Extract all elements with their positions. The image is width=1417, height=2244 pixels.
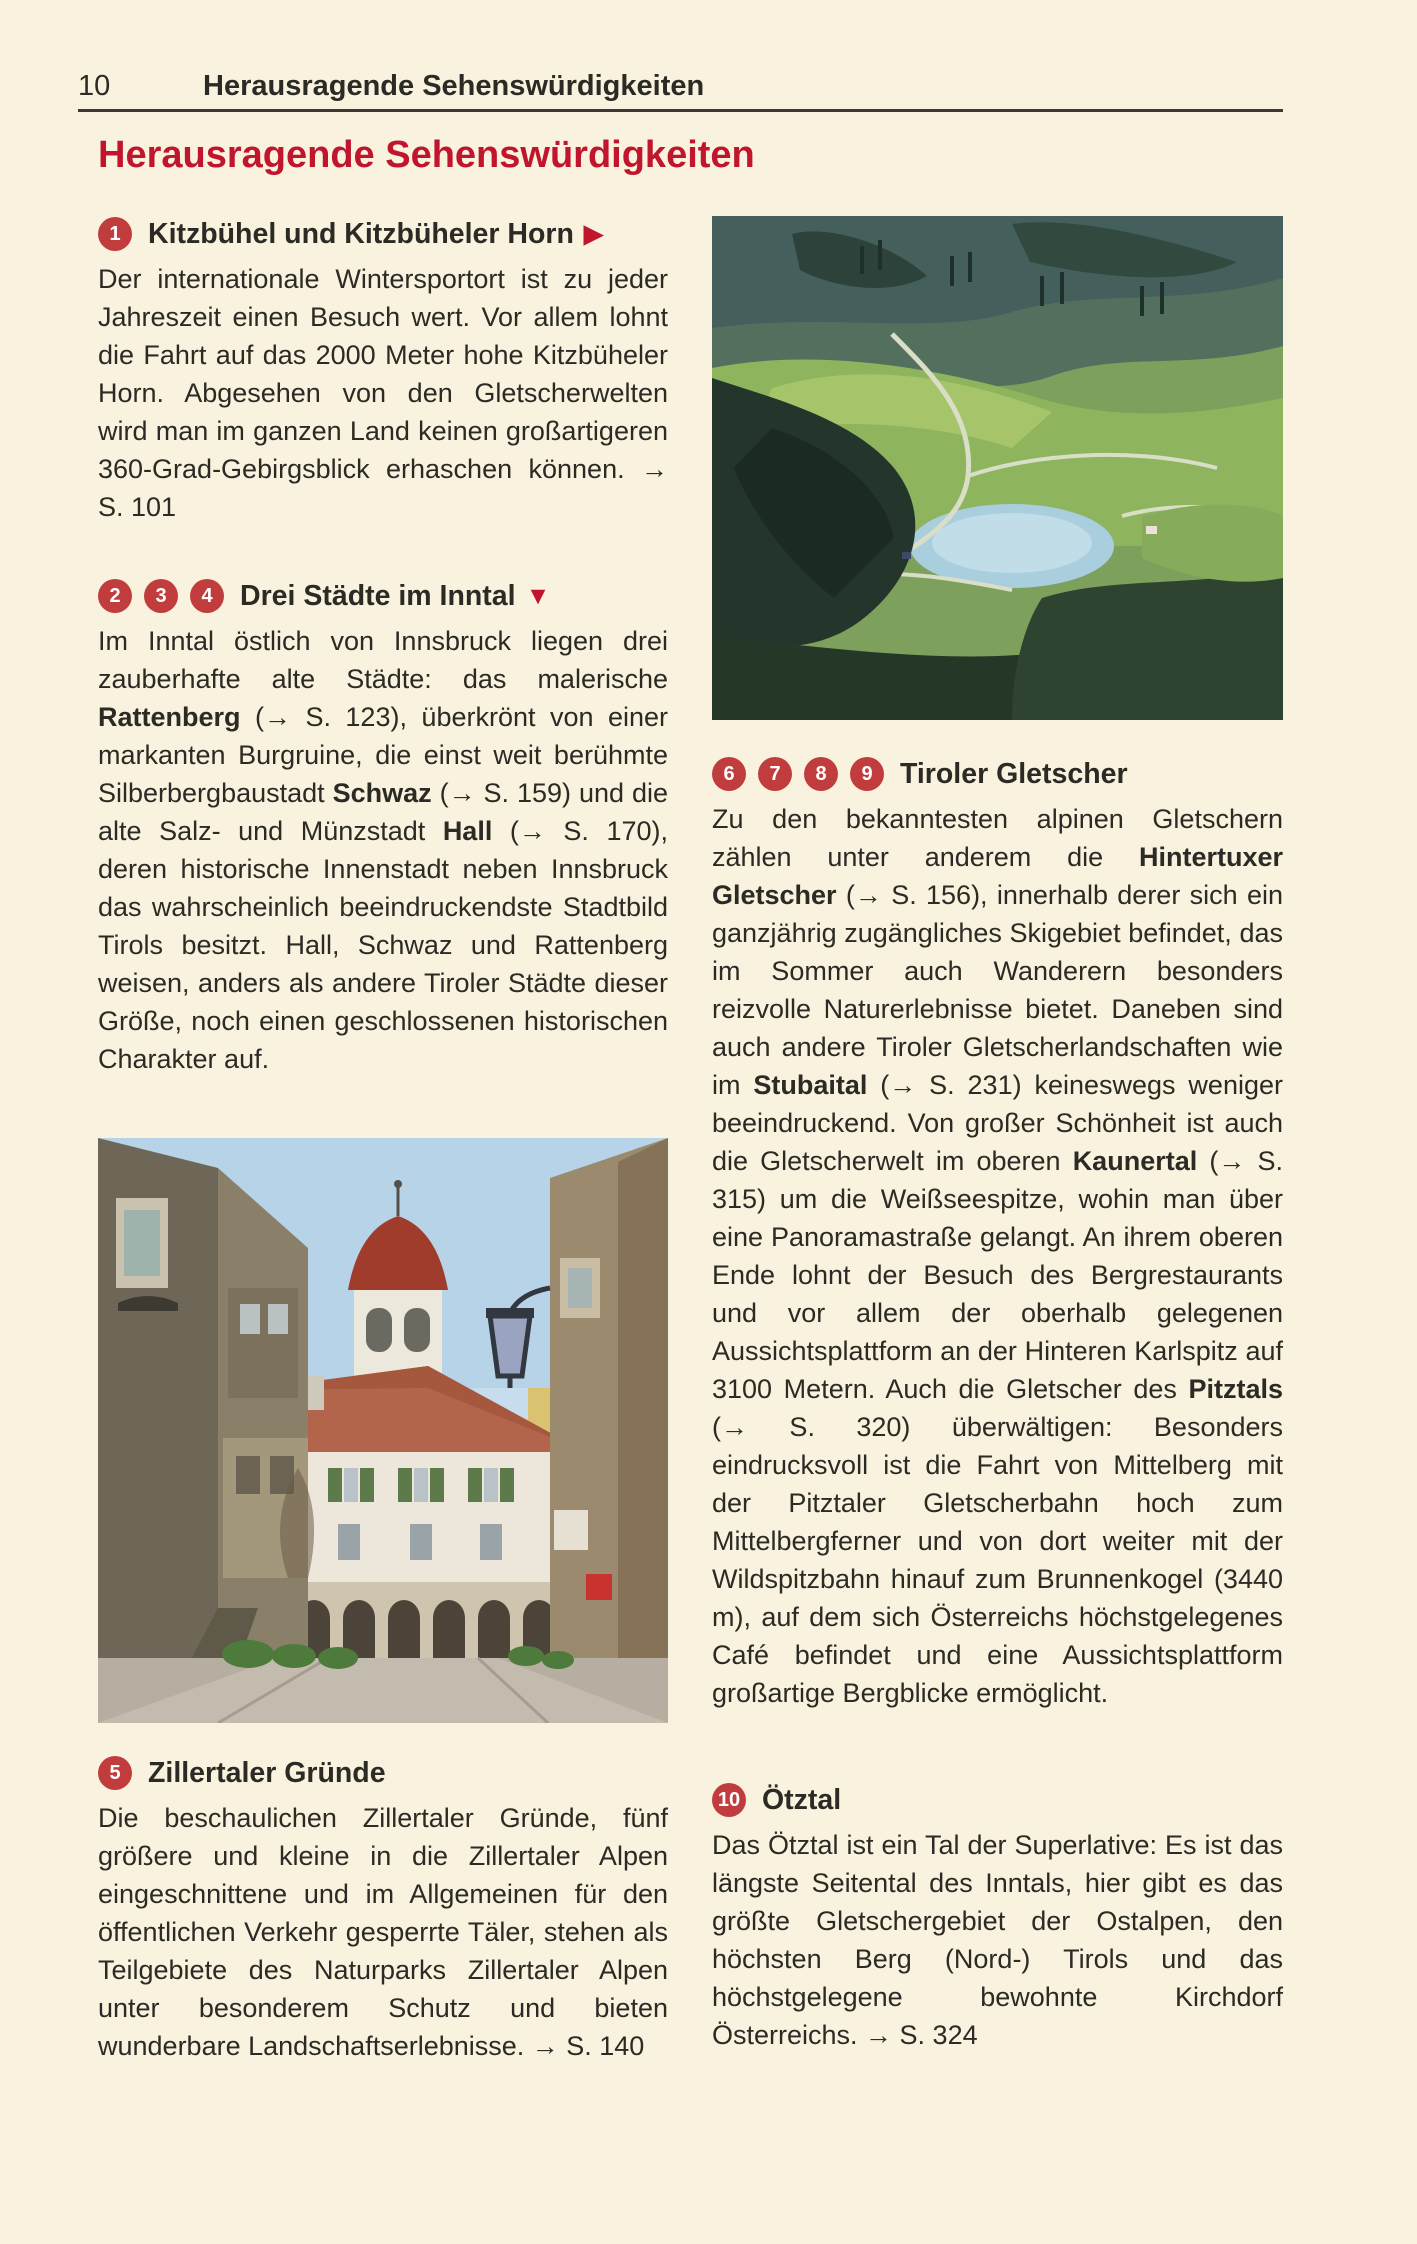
right-column [712,216,1283,2065]
section-heading-oetztal [712,1782,1283,1818]
section-heading-zillertal [98,1755,668,1791]
street-pavement [98,1658,668,1723]
alpine-hut [1146,526,1157,534]
two-column-layout [98,216,1283,2065]
paragraph-oetztal: Das Ötztal ist ein Tal der Superlative: Es ist das längste Seitental des Inntals, hier gibt es das größte Gletschergebiet der Ostalpen, den höchsten Berg (Nord-) Tirols und das höchstgelegene bewohnte Kirchdorf Österreichs. → S. 324 [712,1830,1283,2050]
paragraph-zillertal: Die beschaulichen Zillertaler Gründe, fünf größere und kleine in die Zillertaler Alpen eingeschnittene und im Allgemeinen für den öffentlichen Verkehr gesperrte Täler, stehen als Teilgebiete des Naturparks Zillertaler Alpen unter besonderem Schutz und bieten wunderbare Landschaftserlebnisse. → S. 140 [98,1803,668,2061]
badge-3: 3 [144,579,178,613]
left-column [98,216,668,2065]
section-heading-drei-staedte [98,578,668,614]
badge-4: 4 [190,579,224,613]
left-buildings [98,1138,308,1723]
badge-1: 1 [98,217,132,251]
section-title: Ötztal [762,1784,842,1816]
badge-6: 6 [712,757,746,791]
mountain-lake [910,504,1114,588]
page-title: Herausragende Sehenswürdigkeiten [98,134,755,176]
section-title: Kitzbühel und Kitzbüheler Horn [148,218,574,250]
mountain-photo [712,216,1283,720]
section-title: Drei Städte im Inntal [240,580,516,612]
paragraph-kitzbuehel: Der internationale Wintersportort ist zu jeder Jahreszeit einen Besuch wert. Vor allem lohnt die Fahrt auf das 2000 Meter hohe Kitzbüheler Horn. Abgesehen von den Gletscherwelten wird man im ganzen Land keinen großartigeren 360-Grad-Gebirgsblick erhaschen können. → S. 101 [98,264,668,522]
section-title: Tiroler Gletscher [900,758,1128,790]
running-header [78,70,1283,102]
header-rule [78,109,1283,112]
down-triangle-icon: ▼ [525,582,551,610]
right-triangle-icon: ▶ [583,220,604,248]
paragraph-drei-staedte: Im Inntal östlich von Innsbruck liegen drei zauberhafte alte Städte: das malerische Rattenberg (→ S. 123), überkrönt von einer markanten Burgruine, die einst weit berühmte Silberbergbaustadt Schwaz (→ S. 159) und die alte Salz- und Münzstadt Hall (→ S. 170), deren historische Innenstadt neben Innsbruck das wahrscheinlich beeindruckendste Stadtbild Tirols besitzt. Hall, Schwaz und Rattenberg weisen, anders als andere Tiroler Städte dieser Größe, noch einen geschlossenen historischen Charakter auf. [98,626,668,1074]
badge-7: 7 [758,757,792,791]
running-header-title: Herausragende Sehenswürdigkeiten [203,70,705,102]
page-number: 10 [78,70,111,102]
cable-station [902,552,911,559]
mountain-photo-illustration [712,216,1283,720]
street-photo [98,1138,668,1723]
section-title: Zillertaler Gründe [148,1757,386,1789]
badge-9: 9 [850,757,884,791]
badge-10: 10 [712,1783,746,1817]
section-heading-kitzbuehel [98,216,668,252]
badge-5: 5 [98,1756,132,1790]
section-heading-gletscher [712,756,1283,792]
badge-2: 2 [98,579,132,613]
badge-8: 8 [804,757,838,791]
right-buildings [550,1138,668,1723]
paragraph-gletscher: Zu den bekanntesten alpinen Gletschern zählen unter anderem die Hintertuxer Gletscher (→ S. 156), innerhalb derer sich ein ganzjährig zugängliches Skigebiet befindet, das im Sommer auch Wanderern besonders reizvolle Naturerlebnisse bietet. Daneben sind auch andere Tiroler Gletscherlandschaften wie im Stubaital (→ S. 231) keineswegs weniger beeindruckend. Von großer Schönheit ist auch die Gletscherwelt im oberen Kaunertal (→ S. 315) um die Weißseespitze, wohin man über eine Panoramastraße gelangt. An ihrem oberen Ende lohnt der Besuch des Bergrestaurants und vor allem der oberhalb gelegenen Aussichtsplattform an der Hinteren Karlspitz auf 3100 Metern. Auch die Gletscher des Pitztals (→ S. 320) überwältigen: Besonders eindrucksvoll ist die Fahrt von Mittelberg mit der Pitztaler Gletscherbahn hoch zum Mittelbergferner und von dort weiter mit der Wildspitzbahn hinauf zum Brunnenkogel (3440 m), auf dem sich Österreichs höchstgelegenes Café befindet und eine Aussichtsplattform großartige Bergblicke ermöglicht. [712,804,1283,1708]
street-photo-illustration [98,1138,668,1723]
